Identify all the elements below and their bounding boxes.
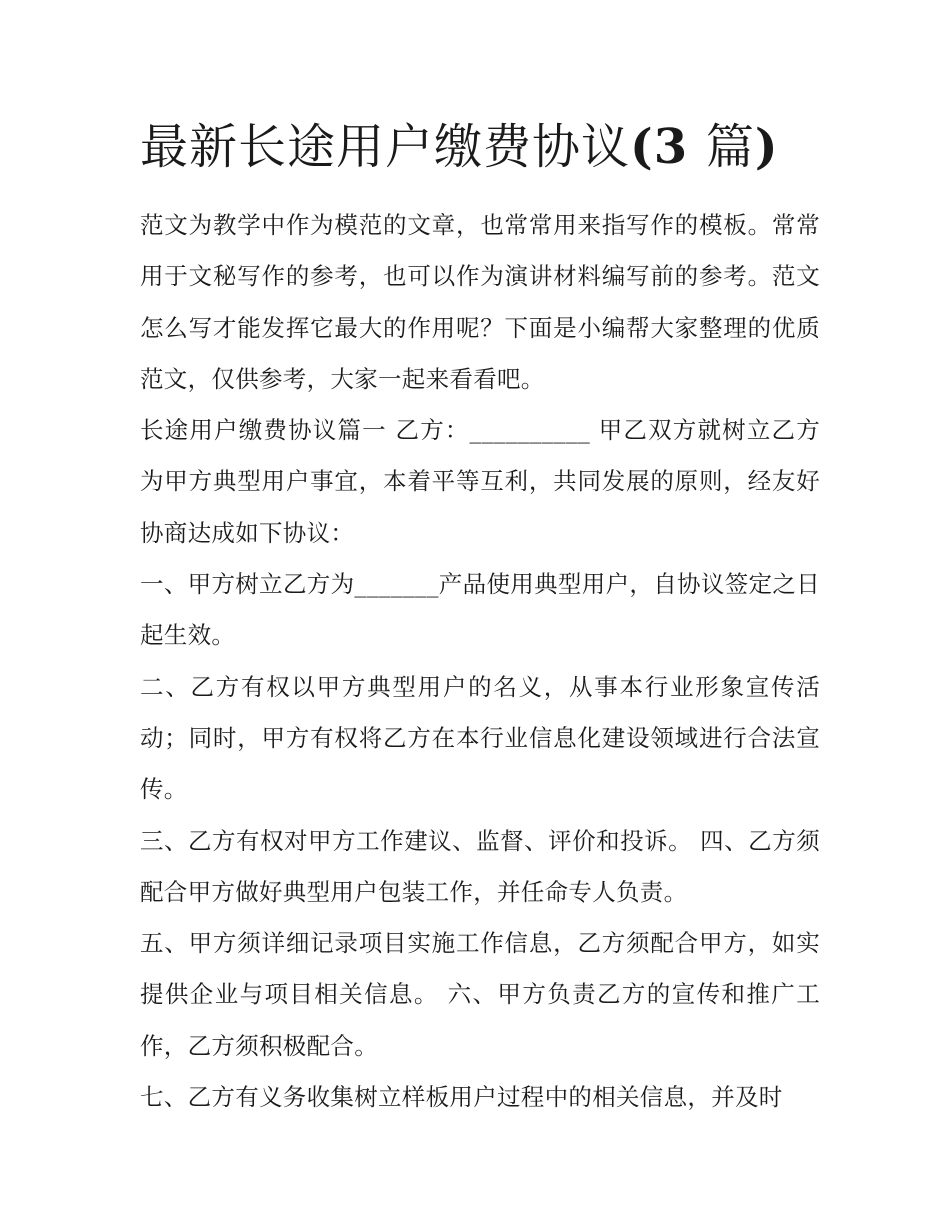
document-title: 最新长途用户缴费协议(3 篇) — [140, 119, 779, 175]
agreement-preamble: 长途用户缴费协议篇一 乙方：__________ 甲乙双方就树立乙方为甲方典型用户事宜，本着平等互利，共同发展的原则，经友好协商达成如下协议： — [140, 416, 820, 547]
clause-1: 一、甲方树立乙方为_______产品使用典型用户，自协议签定之日起生效。 — [140, 570, 820, 650]
intro-paragraph: 范文为教学中作为模范的文章，也常常用来指写作的模板。常常用于文秘写作的参考，也可以作为演讲材料编写前的参考。范文怎么写才能发挥它最大的作用呢？下面是小编帮大家整理的优质范文，仅供参考，大家一起来看看吧。 — [140, 211, 820, 393]
clause-7: 七、乙方有义务收集树立样板用户过程中的相关信息，并及时 — [140, 1083, 783, 1112]
clause-3-4: 三、乙方有权对甲方工作建议、监督、评价和投诉。 四、乙方须配合甲方做好典型用户包装工作，并任命专人负责。 — [140, 826, 820, 906]
clause-2: 二、乙方有权以甲方典型用户的名义，从事本行业形象宣传活动；同时，甲方有权将乙方在本行业信息化建设领域进行合法宣传。 — [140, 672, 820, 804]
clause-5-6: 五、甲方须详细记录项目实施工作信息，乙方须配合甲方，如实提供企业与项目相关信息。 六、甲方负责乙方的宣传和推广工作，乙方须积极配合。 — [140, 929, 820, 1060]
